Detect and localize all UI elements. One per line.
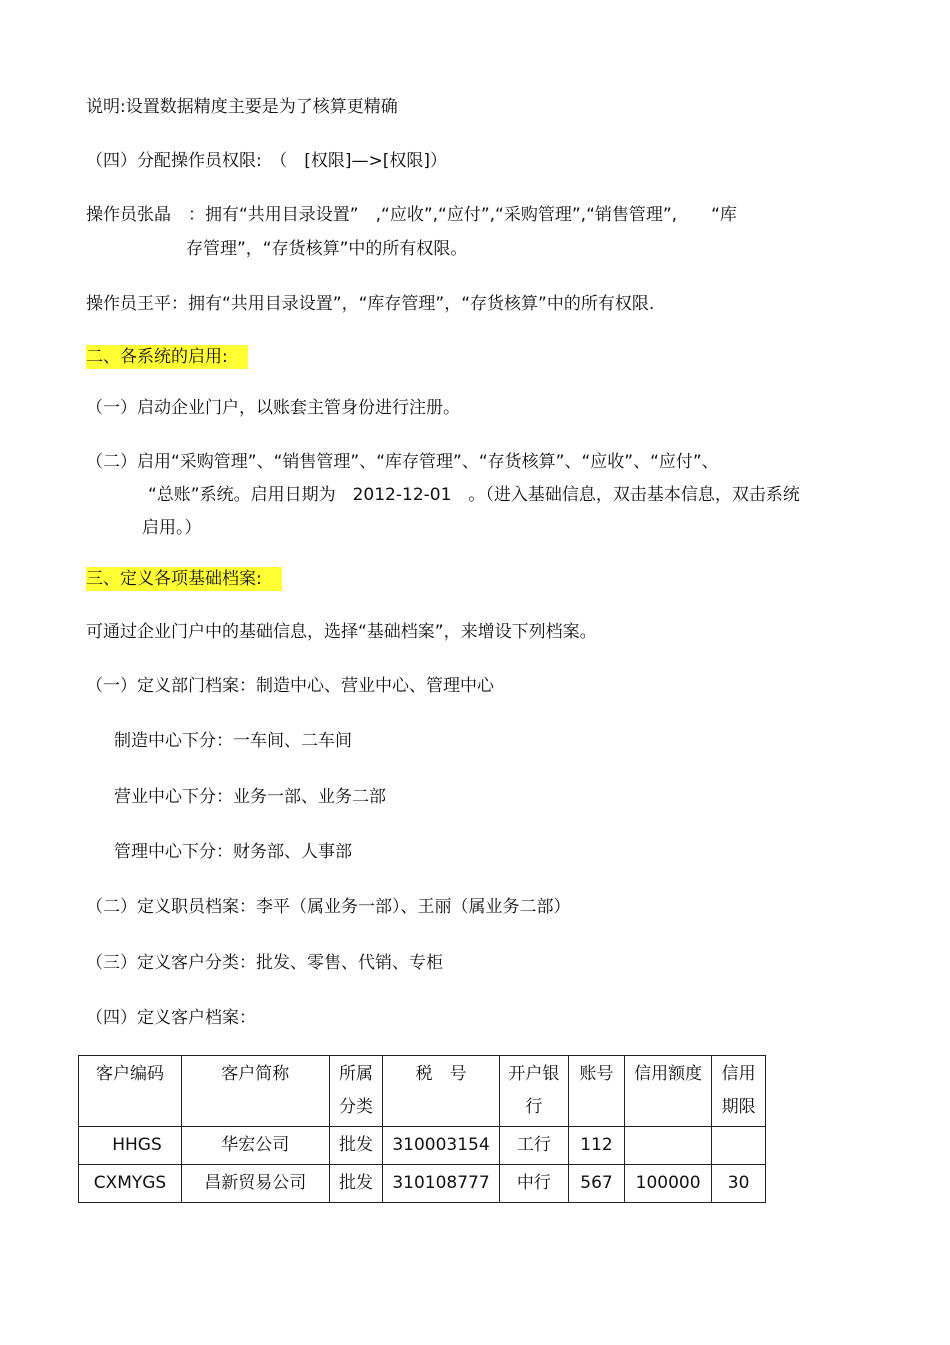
dept-management: 管理中心下分：财务部、人事部 <box>114 842 352 862</box>
heading-3-text: 三、定义各项基础档案: <box>86 567 282 591</box>
operator-zhangjing-line2: 存管理”，“存货核算”中的所有权限。 <box>186 239 468 259</box>
cell-credit-limit: 100000 <box>624 1165 711 1203</box>
dept-manufacturing: 制造中心下分：一车间、二车间 <box>114 731 352 751</box>
step-2-2-line2: “总账”系统。启用日期为 2012-12-01 。（进入基础信息，双击基本信息，双击系统 <box>148 485 800 505</box>
dept-sales: 营业中心下分：业务一部、业务二部 <box>114 787 386 807</box>
cell-name: 昌新贸易公司 <box>181 1165 329 1203</box>
header-account: 账号 <box>569 1056 625 1127</box>
header-bank: 开户银 行 <box>499 1056 568 1127</box>
customer-class: （三）定义客户分类：批发、零售、代销、专柜 <box>86 953 443 973</box>
note-text: 说明:设置数据精度主要是为了核算更精确 <box>86 97 398 117</box>
heading-2 <box>86 341 248 374</box>
cell-code: HHGS <box>79 1127 182 1165</box>
table-row <box>79 1165 766 1203</box>
cell-account: 112 <box>569 1127 625 1165</box>
header-credit-limit: 信用额度 <box>624 1056 711 1127</box>
step-2-2-line1: （二）启用“采购管理”、“销售管理”、“库存管理”、“存货核算”、“应收”、“应付”、 <box>86 452 719 472</box>
header-customer-code: 客户编码 <box>79 1056 182 1127</box>
cell-code: CXMYGS <box>79 1165 182 1203</box>
operator-zhangjing-line1: 操作员张晶 ：拥有“共用目录设置” ,“应收”,“应付”,“采购管理”,“销售管理”, “库 <box>86 205 737 225</box>
cell-credit-limit <box>624 1127 711 1165</box>
customer-table <box>78 1055 766 1203</box>
heading-3 <box>86 563 282 596</box>
section-4-title: （四）分配操作员权限: （ [权限]—>[权限]） <box>86 151 448 171</box>
cell-tax: 310108777 <box>383 1165 499 1203</box>
step-2-1: （一）启动企业门户，以账套主管身份进行注册。 <box>86 398 460 418</box>
cell-category: 批发 <box>329 1165 383 1203</box>
cell-credit-period <box>712 1127 766 1165</box>
step-2-2-line3: 启用。） <box>142 518 202 538</box>
cell-bank: 中行 <box>499 1165 568 1203</box>
heading-2-text: 二、各系统的启用: <box>86 345 248 369</box>
cell-account: 567 <box>569 1165 625 1203</box>
dept-archive: （一）定义部门档案：制造中心、营业中心、管理中心 <box>86 676 494 696</box>
cell-name: 华宏公司 <box>181 1127 329 1165</box>
table-header-row <box>79 1056 766 1127</box>
operator-wangping: 操作员王平：拥有“共用目录设置”，“库存管理”，“存货核算”中的所有权限. <box>86 294 655 314</box>
intro-text: 可通过企业门户中的基础信息，选择“基础档案”，来增设下列档案。 <box>86 622 597 642</box>
customer-archive-title: （四）定义客户档案： <box>86 1008 256 1028</box>
header-tax-number: 税 号 <box>383 1056 499 1127</box>
cell-tax: 310003154 <box>383 1127 499 1165</box>
staff-archive: （二）定义职员档案：李平（属业务一部）、王丽（属业务二部） <box>86 897 571 917</box>
header-credit-period: 信用期限 <box>712 1056 766 1127</box>
cell-credit-period: 30 <box>712 1165 766 1203</box>
table-row <box>79 1127 766 1165</box>
cell-category: 批发 <box>329 1127 383 1165</box>
header-category: 所属分类 <box>329 1056 383 1127</box>
header-customer-short-name: 客户简称 <box>181 1056 329 1127</box>
cell-bank: 工行 <box>499 1127 568 1165</box>
